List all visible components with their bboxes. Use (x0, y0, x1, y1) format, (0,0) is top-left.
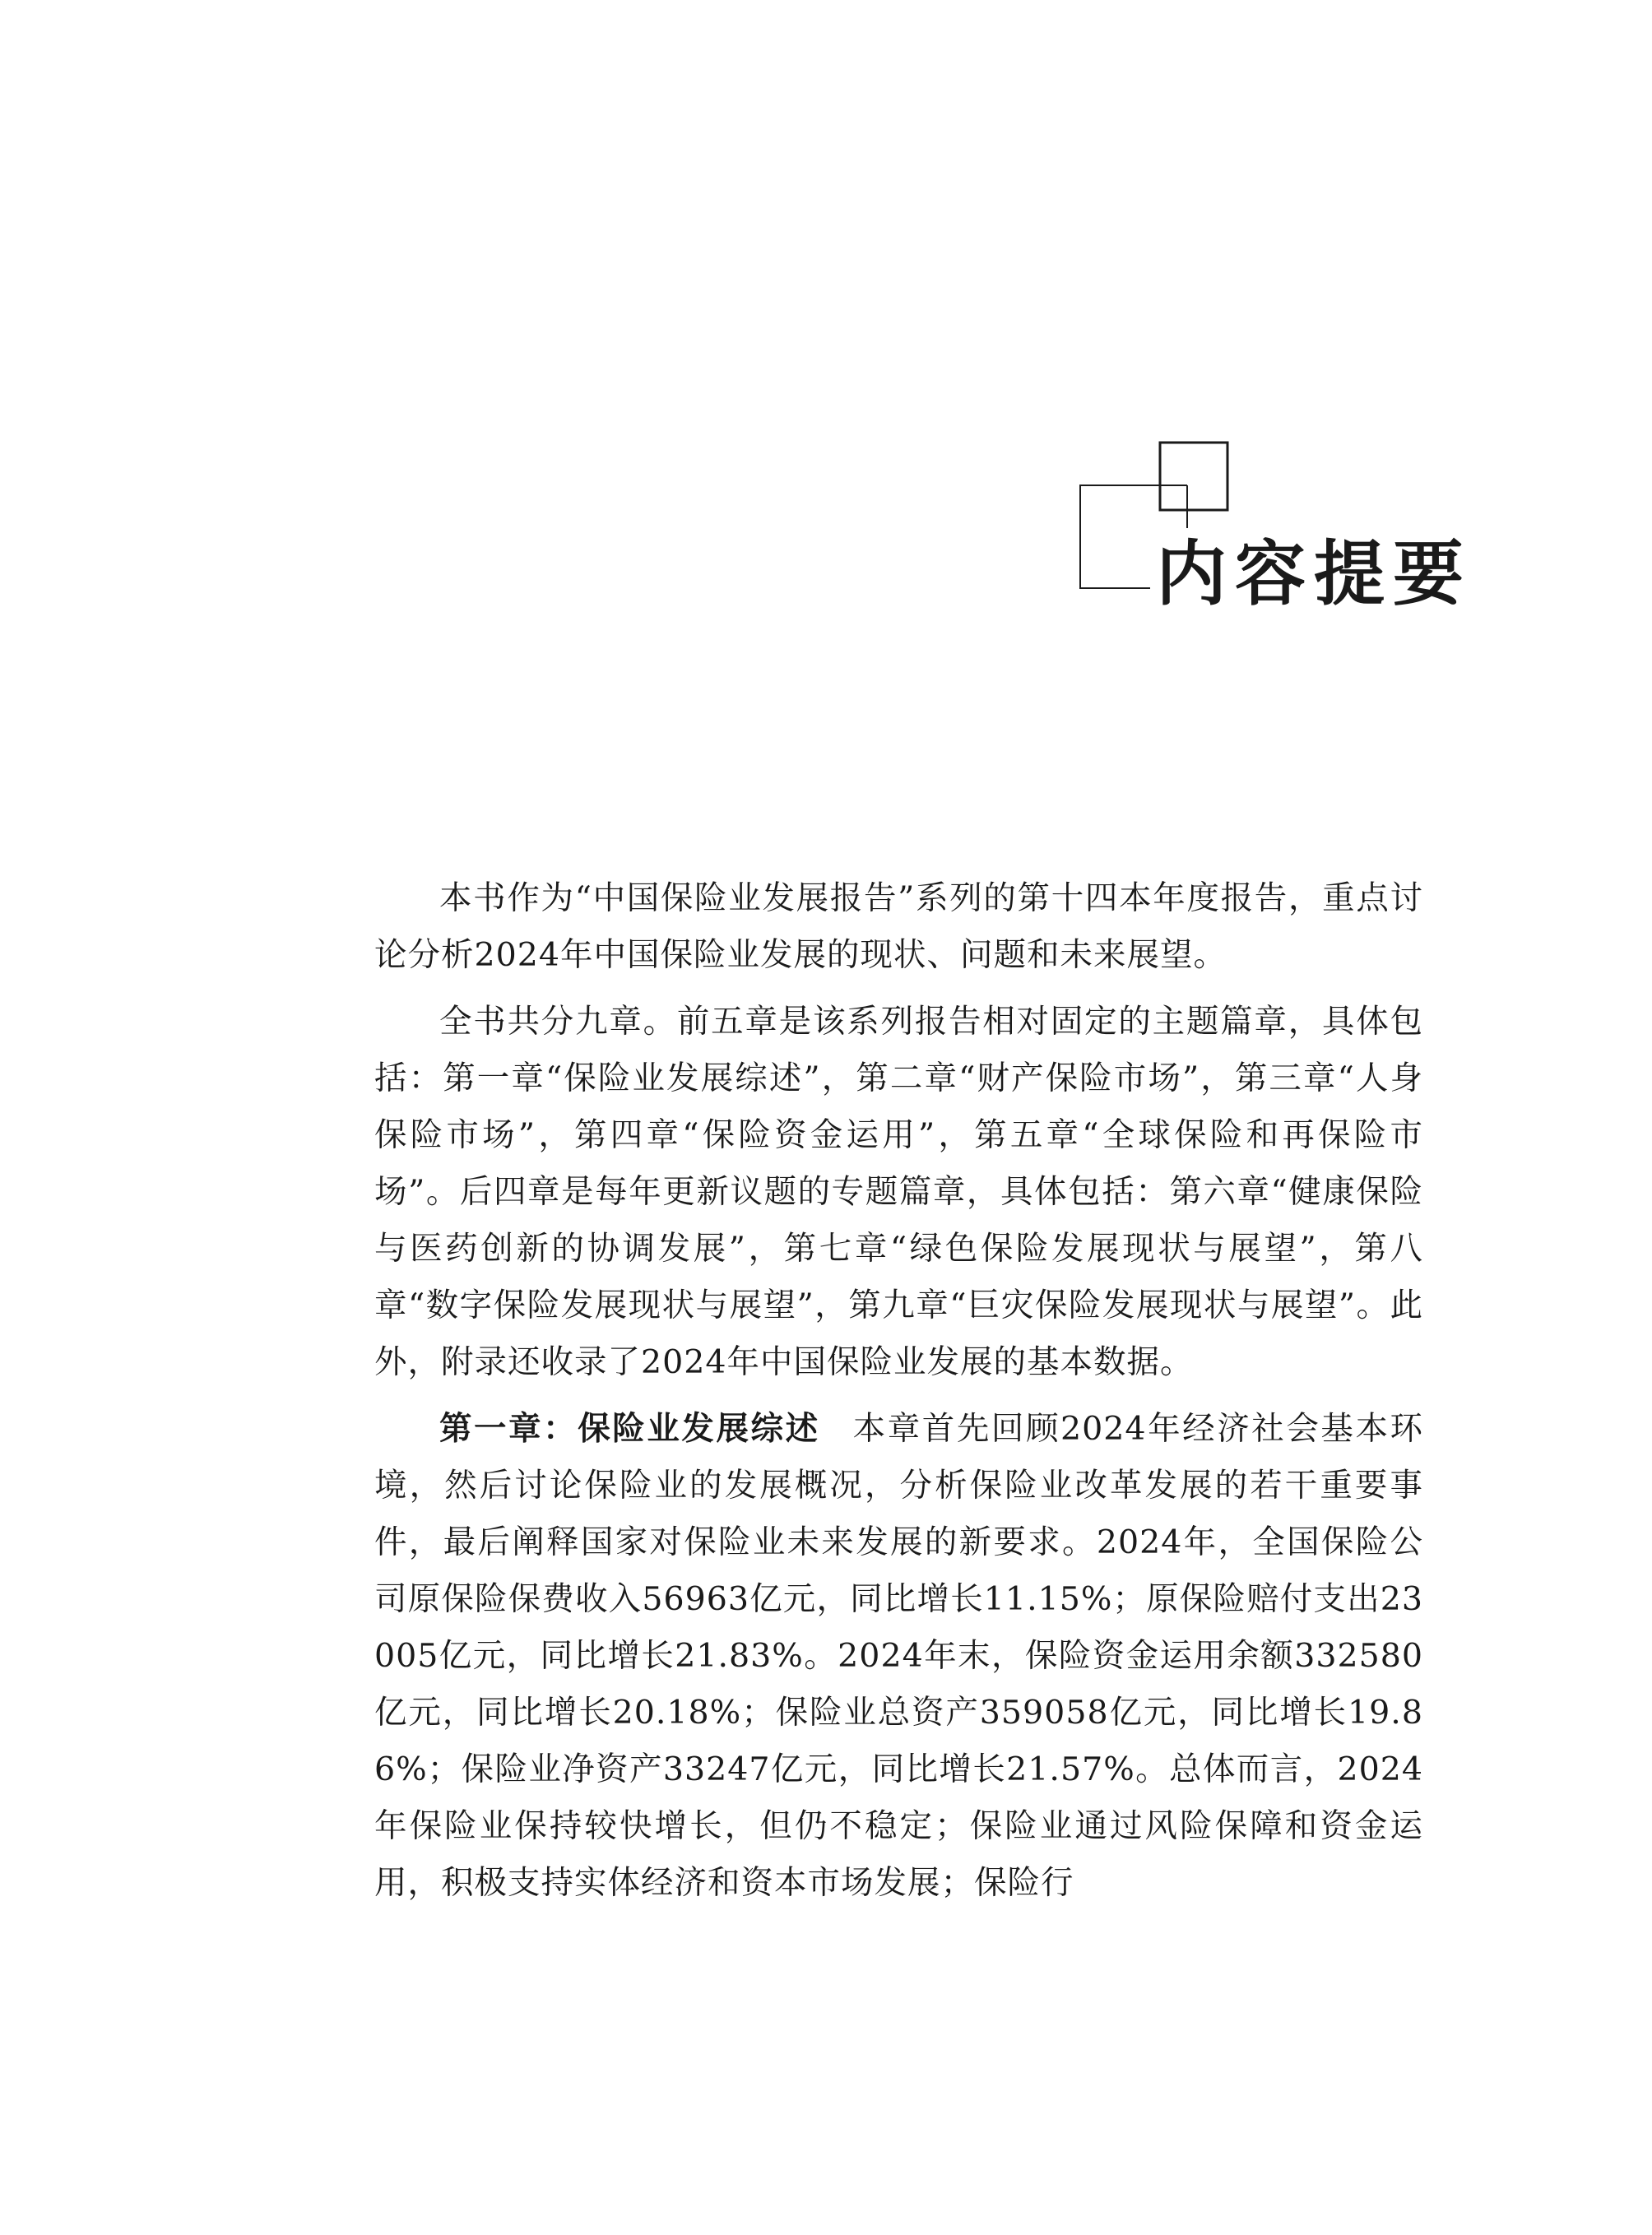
paragraph-intro (374, 870, 1423, 984)
paragraph-text: 本章首先回顾2024年经济社会基本环境，然后讨论保险业的发展概况，分析保险业改革发展的若干重要事件，最后阐释国家对保险业未来发展的新要求。2024年，全国保险公司原保险保费收入56963亿元，同比增长11.15%；原保险赔付支出23005亿元，同比增长21.83%。2024年末，保险资金运用余额332580亿元，同比增长20.18%；保险业总资产359058亿元，同比增长19.86%；保险业净资产33247亿元，同比增长21.57%。总体而言，2024年保险业保持较快增长，但仍不稳定；保险业通过风险保障和资金运用，积极支持实体经济和资本市场发展；保险行 (374, 1410, 1424, 1902)
chapter-heading: 第一章：保险业发展综述 (439, 1410, 820, 1448)
paragraph-structure (374, 994, 1423, 1391)
page-title: 内容提要 (1156, 532, 1472, 615)
paragraph-text: 全书共分九章。前五章是该系列报告相对固定的主题篇章，具体包括：第一章“保险业发展综述”，第二章“财产保险市场”，第三章“人身保险市场”，第四章“保险资金运用”，第五章“全球保险和再保险市场”。后四章是每年更新议题的专题篇章，具体包括：第六章“健康保险与医药创新的协调发展”，第七章“绿色保险发展现状与展望”，第八章“数字保险发展现状与展望”，第九章“巨灾保险发展现状与展望”。此外，附录还收录了2024年中国保险业发展的基本数据。 (374, 1003, 1423, 1381)
summary-body (374, 870, 1423, 1912)
paragraph-chapter-one (374, 1401, 1423, 1912)
paragraph-text: 本书作为“中国保险业发展报告”系列的第十四本年度报告，重点讨论分析2024年中国保险业发展的现状、问题和未来展望。 (374, 879, 1423, 974)
